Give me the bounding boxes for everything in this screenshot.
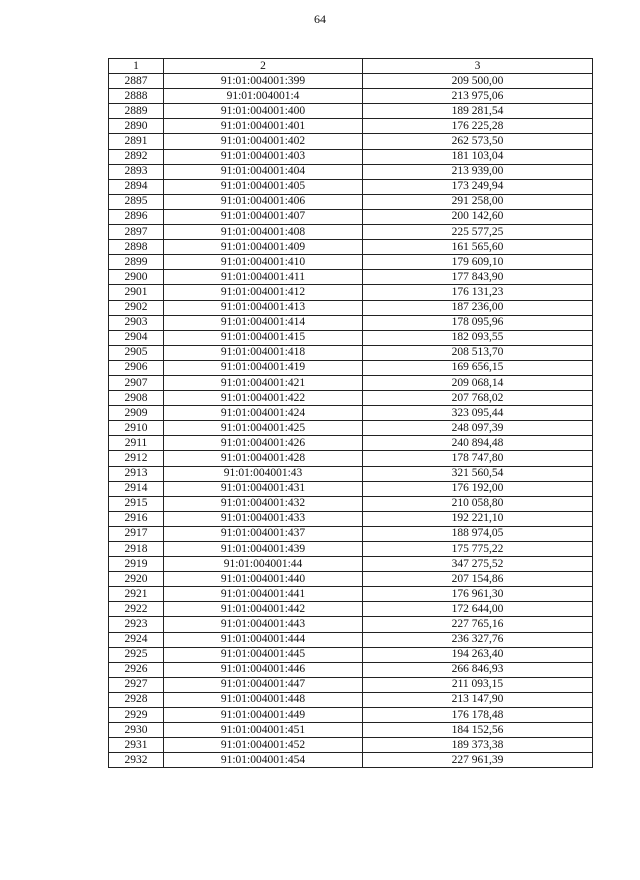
cadastral-value: 175 775,22 [363,542,593,557]
cadastral-number: 91:01:004001:44 [164,557,363,572]
cadastral-number: 91:01:004001:454 [164,753,363,768]
cadastral-value: 188 974,05 [363,526,593,541]
row-number: 2922 [109,602,164,617]
table-row [109,194,593,209]
cadastral-number: 91:01:004001:399 [164,74,363,89]
cadastral-value: 213 975,06 [363,89,593,104]
row-number: 2923 [109,617,164,632]
table-row [109,677,593,692]
cadastral-value: 184 152,56 [363,723,593,738]
table-row [109,481,593,496]
cadastral-value: 323 095,44 [363,406,593,421]
row-number: 2904 [109,330,164,345]
cadastral-number: 91:01:004001:426 [164,436,363,451]
cadastral-number: 91:01:004001:433 [164,511,363,526]
table-row [109,692,593,707]
table-row [109,391,593,406]
table-row [109,330,593,345]
cadastral-number: 91:01:004001:441 [164,587,363,602]
cadastral-value: 192 221,10 [363,511,593,526]
row-number: 2910 [109,421,164,436]
table-row [109,179,593,194]
table-row [109,557,593,572]
row-number: 2888 [109,89,164,104]
cadastral-value: 236 327,76 [363,632,593,647]
cadastral-value: 169 656,15 [363,360,593,375]
cadastral-number: 91:01:004001:448 [164,692,363,707]
row-number: 2915 [109,496,164,511]
row-number: 2890 [109,119,164,134]
row-number: 2887 [109,74,164,89]
table-row [109,315,593,330]
cadastral-number: 91:01:004001:406 [164,194,363,209]
row-number: 2896 [109,209,164,224]
cadastral-value: 189 281,54 [363,104,593,119]
cadastral-number: 91:01:004001:444 [164,632,363,647]
cadastral-value: 225 577,25 [363,225,593,240]
cadastral-number: 91:01:004001:445 [164,647,363,662]
cadastral-number: 91:01:004001:432 [164,496,363,511]
cadastral-number: 91:01:004001:409 [164,240,363,255]
cadastral-value: 211 093,15 [363,677,593,692]
table-row [109,753,593,768]
cadastral-value: 213 147,90 [363,692,593,707]
cadastral-number: 91:01:004001:405 [164,179,363,194]
column-header-2: 2 [164,59,363,74]
cadastral-number: 91:01:004001:440 [164,572,363,587]
cadastral-number: 91:01:004001:446 [164,662,363,677]
cadastral-value: 176 225,28 [363,119,593,134]
row-number: 2911 [109,436,164,451]
row-number: 2908 [109,391,164,406]
cadastral-value: 176 131,23 [363,285,593,300]
cadastral-number: 91:01:004001:424 [164,406,363,421]
row-number: 2909 [109,406,164,421]
table-row [109,164,593,179]
table-row [109,270,593,285]
cadastral-number: 91:01:004001:418 [164,345,363,360]
cadastral-value: 347 275,52 [363,557,593,572]
table-row [109,662,593,677]
row-number: 2905 [109,345,164,360]
table-row [109,360,593,375]
row-number: 2916 [109,511,164,526]
row-number: 2901 [109,285,164,300]
table-row [109,738,593,753]
table-row [109,209,593,224]
table-row [109,285,593,300]
row-number: 2930 [109,723,164,738]
table-row [109,511,593,526]
cadastral-number: 91:01:004001:4 [164,89,363,104]
registry-table [108,58,593,768]
row-number: 2897 [109,225,164,240]
row-number: 2924 [109,632,164,647]
cadastral-number: 91:01:004001:431 [164,481,363,496]
table-row [109,617,593,632]
cadastral-number: 91:01:004001:411 [164,270,363,285]
table-row [109,255,593,270]
cadastral-number: 91:01:004001:402 [164,134,363,149]
cadastral-number: 91:01:004001:449 [164,708,363,723]
row-number: 2894 [109,179,164,194]
cadastral-value: 262 573,50 [363,134,593,149]
row-number: 2889 [109,104,164,119]
row-number: 2892 [109,149,164,164]
row-number: 2912 [109,451,164,466]
cadastral-number: 91:01:004001:403 [164,149,363,164]
table-row [109,647,593,662]
row-number: 2903 [109,315,164,330]
row-number: 2899 [109,255,164,270]
row-number: 2921 [109,587,164,602]
row-number: 2925 [109,647,164,662]
table-row [109,89,593,104]
table-row [109,526,593,541]
table-row [109,421,593,436]
cadastral-number: 91:01:004001:447 [164,677,363,692]
table-row [109,466,593,481]
table-row [109,345,593,360]
cadastral-value: 209 068,14 [363,375,593,390]
table-header-row [109,59,593,74]
cadastral-number: 91:01:004001:439 [164,542,363,557]
table-row [109,74,593,89]
cadastral-number: 91:01:004001:414 [164,315,363,330]
cadastral-value: 182 093,55 [363,330,593,345]
row-number: 2906 [109,360,164,375]
cadastral-value: 240 894,48 [363,436,593,451]
table-row [109,708,593,723]
cadastral-value: 248 097,39 [363,421,593,436]
table-row [109,496,593,511]
row-number: 2919 [109,557,164,572]
cadastral-number: 91:01:004001:421 [164,375,363,390]
row-number: 2928 [109,692,164,707]
cadastral-value: 291 258,00 [363,194,593,209]
cadastral-number: 91:01:004001:43 [164,466,363,481]
row-number: 2891 [109,134,164,149]
row-number: 2927 [109,677,164,692]
row-number: 2931 [109,738,164,753]
table-row [109,542,593,557]
cadastral-value: 207 154,86 [363,572,593,587]
table-row [109,240,593,255]
cadastral-number: 91:01:004001:437 [164,526,363,541]
row-number: 2902 [109,300,164,315]
cadastral-number: 91:01:004001:452 [164,738,363,753]
table-row [109,119,593,134]
cadastral-value: 189 373,38 [363,738,593,753]
cadastral-number: 91:01:004001:413 [164,300,363,315]
cadastral-value: 321 560,54 [363,466,593,481]
cadastral-number: 91:01:004001:410 [164,255,363,270]
row-number: 2932 [109,753,164,768]
table-row [109,587,593,602]
cadastral-number: 91:01:004001:443 [164,617,363,632]
row-number: 2898 [109,240,164,255]
cadastral-value: 177 843,90 [363,270,593,285]
cadastral-number: 91:01:004001:400 [164,104,363,119]
cadastral-number: 91:01:004001:451 [164,723,363,738]
cadastral-value: 266 846,93 [363,662,593,677]
row-number: 2895 [109,194,164,209]
table-row [109,602,593,617]
cadastral-value: 176 961,30 [363,587,593,602]
row-number: 2920 [109,572,164,587]
table-row [109,104,593,119]
page-number: 64 [314,12,326,26]
cadastral-value: 194 263,40 [363,647,593,662]
cadastral-value: 227 961,39 [363,753,593,768]
table-row [109,406,593,421]
row-number: 2900 [109,270,164,285]
table-row [109,300,593,315]
table-row [109,572,593,587]
table-row [109,451,593,466]
table-row [109,375,593,390]
cadastral-value: 172 644,00 [363,602,593,617]
cadastral-value: 213 939,00 [363,164,593,179]
cadastral-number: 91:01:004001:419 [164,360,363,375]
table-row [109,149,593,164]
row-number: 2893 [109,164,164,179]
cadastral-value: 208 513,70 [363,345,593,360]
cadastral-value: 178 747,80 [363,451,593,466]
cadastral-value: 181 103,04 [363,149,593,164]
cadastral-number: 91:01:004001:425 [164,421,363,436]
table-row [109,723,593,738]
cadastral-value: 178 095,96 [363,315,593,330]
row-number: 2914 [109,481,164,496]
cadastral-value: 176 192,00 [363,481,593,496]
row-number: 2917 [109,526,164,541]
cadastral-value: 173 249,94 [363,179,593,194]
cadastral-value: 176 178,48 [363,708,593,723]
cadastral-value: 209 500,00 [363,74,593,89]
cadastral-value: 210 058,80 [363,496,593,511]
cadastral-number: 91:01:004001:428 [164,451,363,466]
cadastral-value: 187 236,00 [363,300,593,315]
table-row [109,632,593,647]
table-row [109,225,593,240]
cadastral-number: 91:01:004001:415 [164,330,363,345]
column-header-1: 1 [109,59,164,74]
cadastral-value: 179 609,10 [363,255,593,270]
table-row [109,436,593,451]
cadastral-number: 91:01:004001:422 [164,391,363,406]
cadastral-number: 91:01:004001:408 [164,225,363,240]
cadastral-value: 200 142,60 [363,209,593,224]
cadastral-number: 91:01:004001:442 [164,602,363,617]
cadastral-value: 227 765,16 [363,617,593,632]
cadastral-number: 91:01:004001:412 [164,285,363,300]
column-header-3: 3 [363,59,593,74]
row-number: 2913 [109,466,164,481]
table-row [109,134,593,149]
cadastral-number: 91:01:004001:407 [164,209,363,224]
cadastral-value: 207 768,02 [363,391,593,406]
cadastral-number: 91:01:004001:404 [164,164,363,179]
cadastral-number: 91:01:004001:401 [164,119,363,134]
row-number: 2918 [109,542,164,557]
row-number: 2929 [109,708,164,723]
row-number: 2907 [109,375,164,390]
cadastral-value: 161 565,60 [363,240,593,255]
row-number: 2926 [109,662,164,677]
